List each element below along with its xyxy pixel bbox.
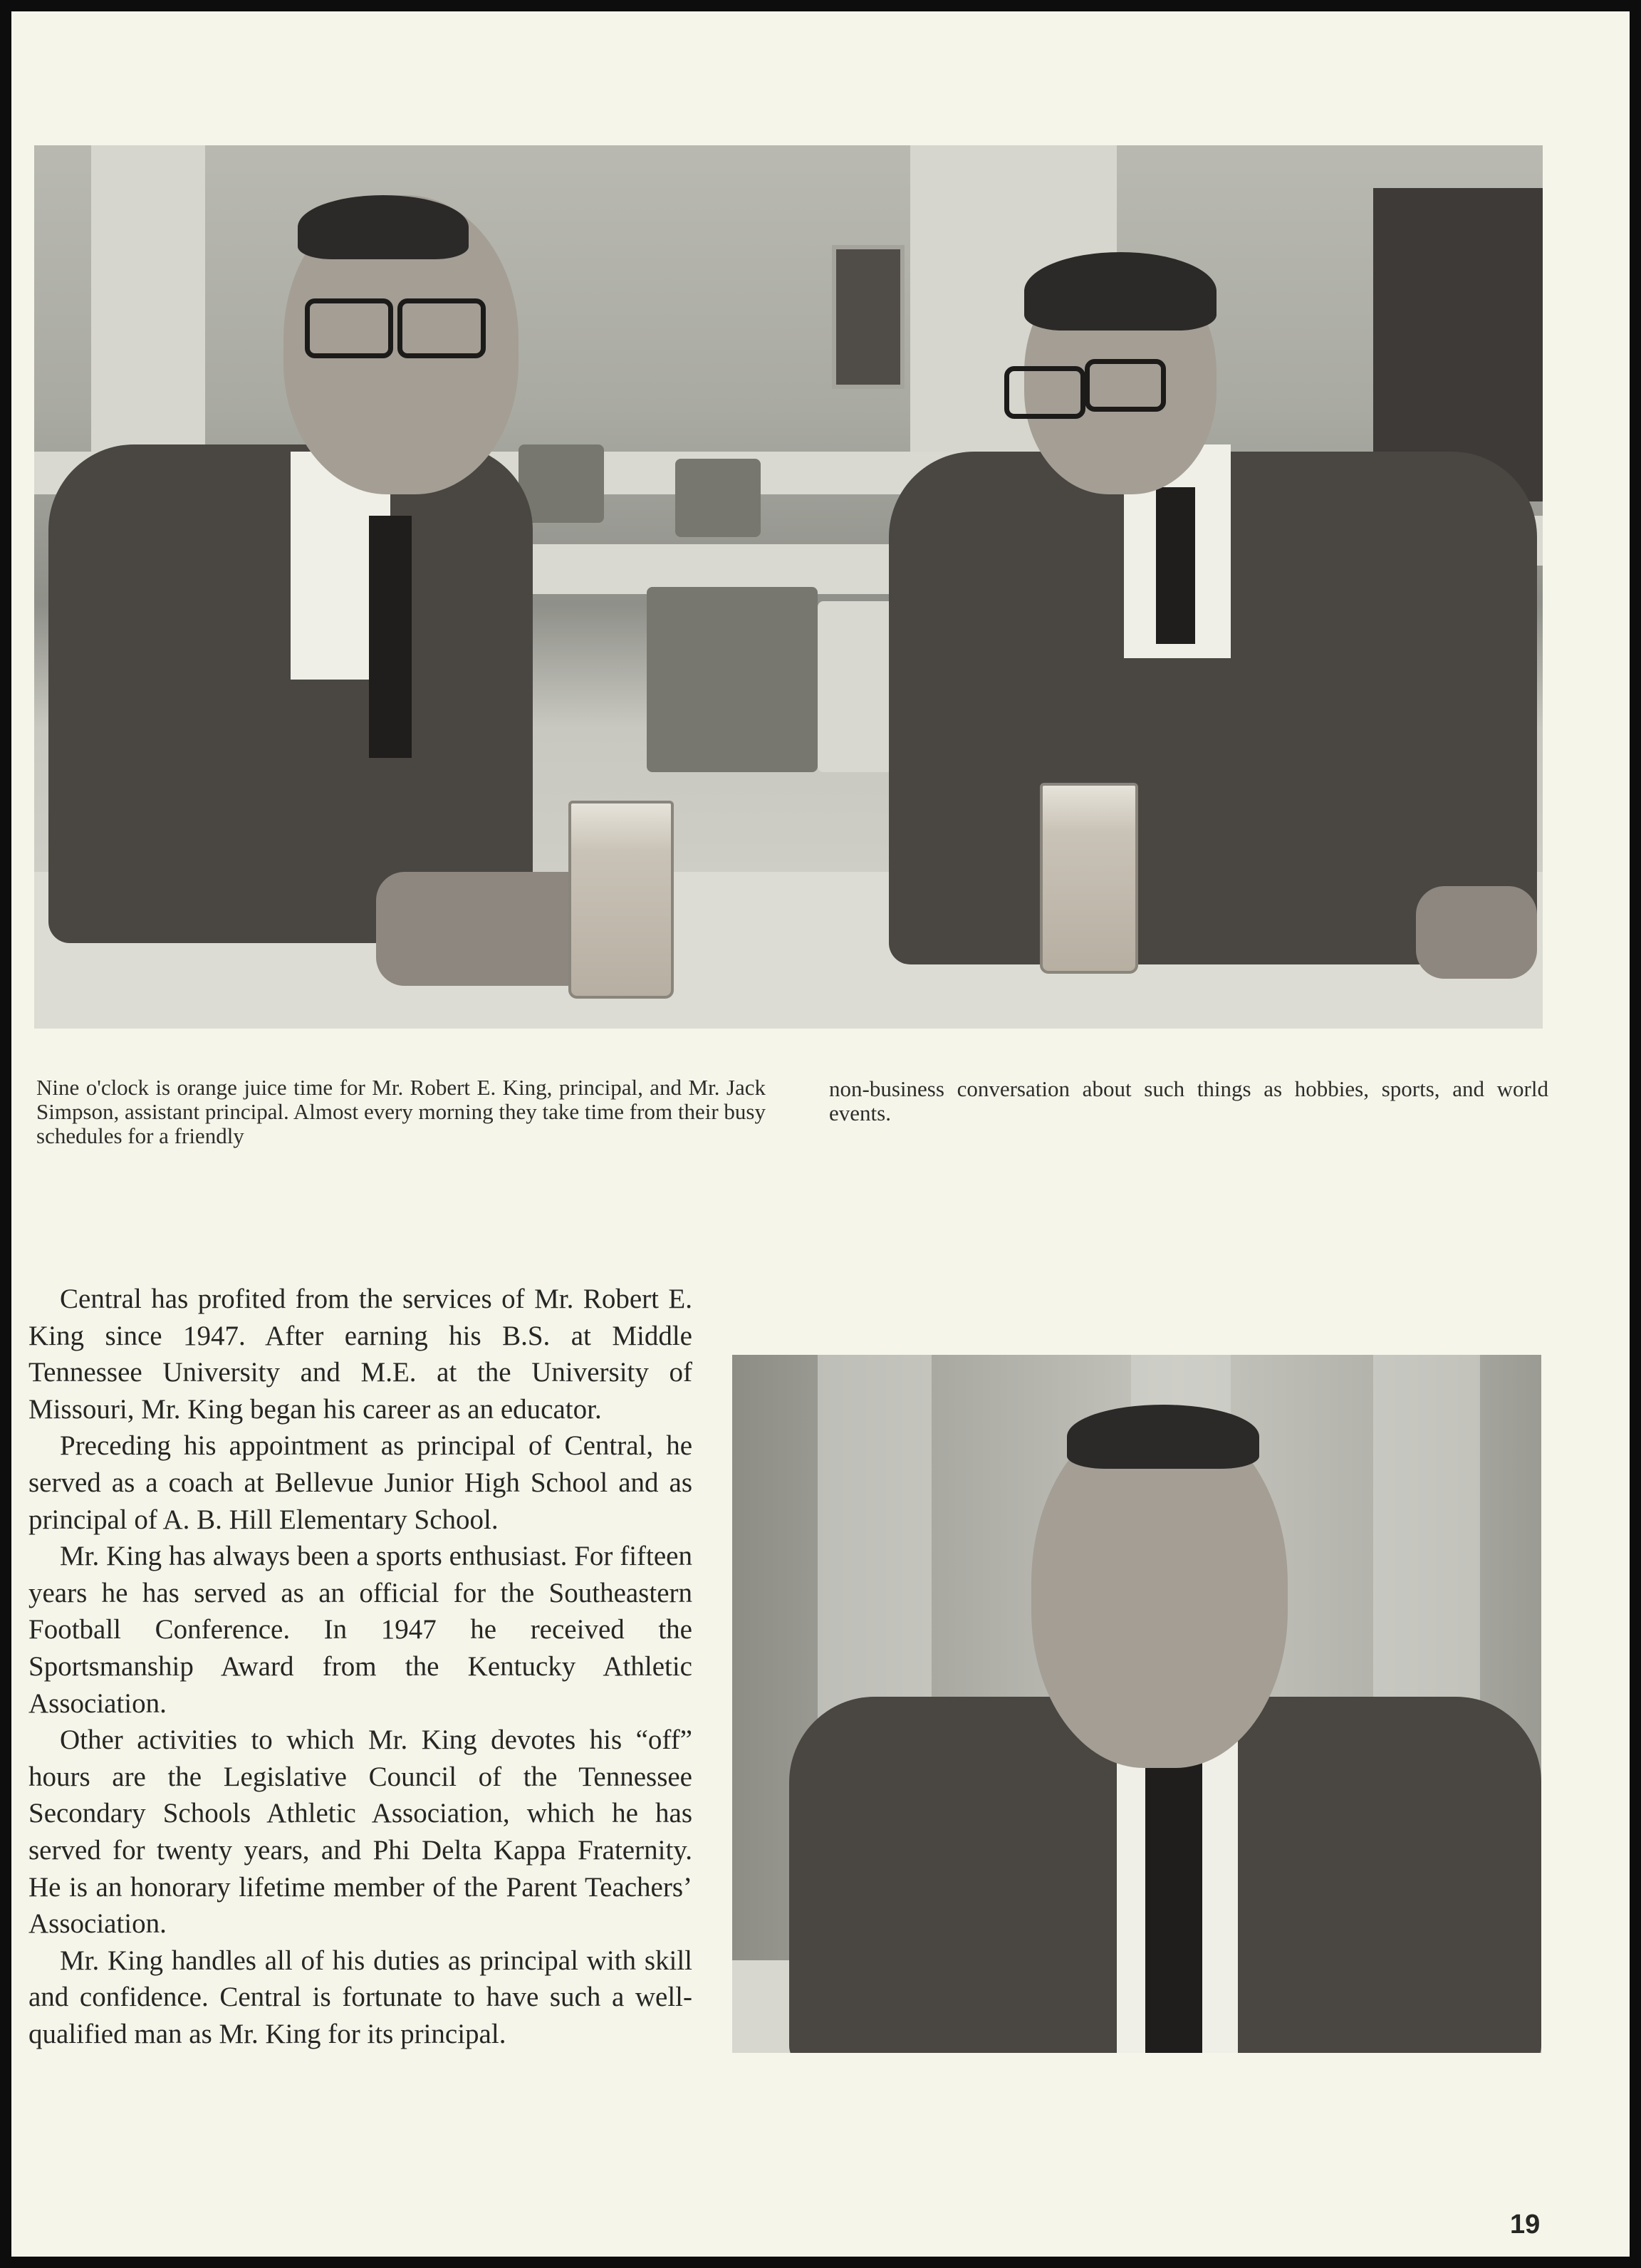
hair: [298, 195, 469, 259]
orange-juice-glass: [1040, 783, 1138, 974]
hair: [1024, 252, 1217, 331]
person-robert-king: [732, 1355, 1541, 2053]
article-paragraph: Mr. King has always been a sports enthusiast. For fifteen years he has served as an official for the Southeastern Football Conference. In 1947 he received the Sportsmanship Award from the Kentucky Athletic Association.: [28, 1541, 692, 1719]
eyeglasses-icon: [1004, 366, 1085, 419]
article-paragraph: Preceding his appointment as principal of Central, he served as a coach at Bellevue Junior High School and as principal of A. B. Hill Elementary School.: [28, 1430, 692, 1535]
photo-portrait-king: [732, 1355, 1541, 2053]
orange-juice-glass: [568, 801, 674, 999]
necktie: [1156, 487, 1195, 644]
page-number: 19: [1510, 2210, 1541, 2240]
necktie: [369, 516, 412, 758]
yearbook-page: [11, 11, 1630, 2257]
necktie: [1145, 1747, 1202, 2053]
hand: [1416, 886, 1537, 979]
photo-caption-left: Nine o'clock is orange juice time for Mr. Robert E. King, principal, and Mr. Jack Simpson, assistant principal. Almost every morning they take time from their busy schedules for a friendly: [36, 1075, 766, 1148]
article-body: [28, 1281, 692, 2052]
photo-king-and-simpson: [34, 145, 1543, 1029]
eyeglasses-icon: [1085, 359, 1166, 412]
cafeteria-chair: [647, 587, 818, 772]
article-paragraph: Central has profited from the services of Mr. Robert E. King since 1947. After earning his B.S. at Middle Tennessee University and M.E. at the University of Missouri, Mr. King began his career as an educator.: [28, 1284, 692, 1425]
eyeglasses-icon: [397, 298, 486, 358]
cafeteria-chair: [675, 459, 761, 537]
photo-caption-right: non-business conversation about such things as hobbies, sports, and world events.: [829, 1076, 1548, 1125]
article-paragraph: Other activities to which Mr. King devotes his “off” hours are the Legislative Council of the Tennessee Secondary Schools Athletic Association, which he has served for twenty years, and Phi Delta Kappa Fraternity. He is an honorary lifetime member of the Parent Teachers’ Association.: [28, 1725, 692, 1940]
eyeglasses-icon: [305, 298, 393, 358]
person-jack-simpson: [818, 145, 1543, 1029]
hair: [1067, 1405, 1259, 1469]
article-paragraph: Mr. King handles all of his duties as principal with skill and confidence. Central is fortunate to have such a well-qualified man as Mr. King for its principal.: [28, 1945, 692, 2049]
person-robert-king: [34, 145, 533, 1029]
